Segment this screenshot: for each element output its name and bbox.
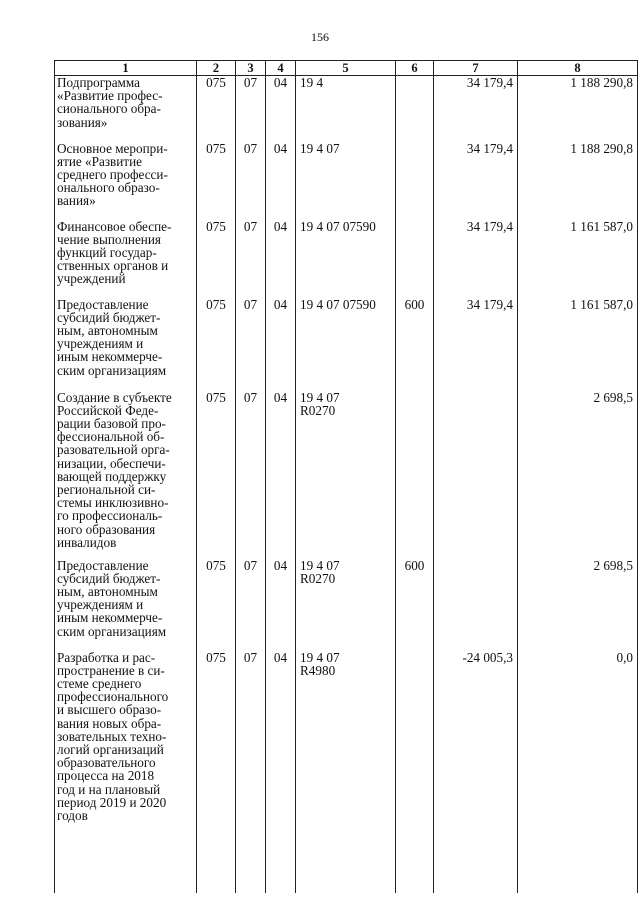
- table-filler-row: [55, 861, 638, 893]
- amount-total-cell: 1 188 290,8: [518, 142, 638, 220]
- row-name-line: Основное меропри-: [57, 140, 168, 156]
- amount-total-cell: 1 161 587,0: [518, 298, 638, 391]
- header-row: [55, 61, 638, 76]
- target-article-cell: [296, 559, 396, 651]
- empty-cell: [266, 861, 296, 893]
- target-article-line: 19 4 07 07590: [300, 296, 376, 312]
- row-name-line: период 2019 и 2020: [57, 794, 167, 810]
- row-name-line: разовательной орга-: [57, 442, 170, 458]
- row-name-line: профессионального: [57, 689, 169, 705]
- row-name-line: учреждений: [57, 271, 126, 287]
- target-article-line: R0270: [300, 570, 336, 586]
- amount-change-cell: 34 179,4: [434, 220, 518, 298]
- empty-cell: [396, 861, 434, 893]
- row-name-line: Подпрограмма: [57, 75, 141, 90]
- row-name-line: вающей поддержку: [57, 468, 167, 484]
- ministry-code-cell: 075: [197, 76, 236, 142]
- column-header: 2: [197, 61, 236, 76]
- section-code-cell: 07: [236, 391, 266, 559]
- amount-change-cell: 34 179,4: [434, 298, 518, 391]
- amount-change-cell: -24 005,3: [434, 651, 518, 861]
- row-name-line: зования»: [57, 114, 108, 130]
- row-name-line: низации, обеспечи-: [57, 455, 166, 471]
- ministry-code-cell: 075: [197, 391, 236, 559]
- target-article-cell: [296, 142, 396, 220]
- row-name-cell: [55, 298, 197, 391]
- subsection-code-cell: 04: [266, 220, 296, 298]
- row-name-line: процесса на 2018: [57, 768, 155, 784]
- row-name-line: го профессиональ-: [57, 508, 163, 524]
- column-header: 8: [518, 61, 638, 76]
- expense-type-cell: [396, 651, 434, 861]
- amount-change-cell: 34 179,4: [434, 142, 518, 220]
- row-name-line: Предоставление: [57, 557, 149, 573]
- row-name-cell: [55, 651, 197, 861]
- section-code-cell: 07: [236, 651, 266, 861]
- row-name-line: ного образования: [57, 521, 156, 537]
- target-article-cell: [296, 651, 396, 861]
- row-name-line: субсидий бюджет-: [57, 570, 161, 586]
- target-article-line: 19 4 07: [300, 557, 340, 573]
- row-name-line: образовательного: [57, 755, 156, 771]
- section-code-cell: 07: [236, 76, 266, 142]
- subsection-code-cell: 04: [266, 391, 296, 559]
- expense-type-cell: 600: [396, 298, 434, 391]
- row-name-cell: [55, 76, 197, 142]
- row-name-line: региональной си-: [57, 481, 156, 497]
- ministry-code-cell: 075: [197, 651, 236, 861]
- expense-type-cell: [396, 142, 434, 220]
- column-header: 1: [55, 61, 197, 76]
- row-name-line: ным, автономным: [57, 322, 158, 338]
- row-name-line: онального образо-: [57, 180, 160, 196]
- row-name-line: зовательных техно-: [57, 728, 167, 744]
- row-name-line: субсидий бюджет-: [57, 309, 161, 325]
- target-article-line: 19 4 07: [300, 649, 340, 665]
- expense-type-cell: 600: [396, 559, 434, 651]
- row-name-line: фессиональной об-: [57, 429, 165, 445]
- table-row: [55, 559, 638, 651]
- target-article-cell: [296, 76, 396, 142]
- amount-change-cell: [434, 559, 518, 651]
- row-name-line: и высшего образо-: [57, 702, 162, 718]
- row-name-line: годов: [57, 807, 88, 823]
- table-row: [55, 76, 638, 142]
- section-code-cell: 07: [236, 220, 266, 298]
- subsection-code-cell: 04: [266, 298, 296, 391]
- amount-change-cell: [434, 391, 518, 559]
- row-name-cell: [55, 559, 197, 651]
- table-row: [55, 651, 638, 861]
- expense-type-cell: [396, 220, 434, 298]
- amount-total-cell: 1 188 290,8: [518, 76, 638, 142]
- row-name-line: Предоставление: [57, 296, 149, 312]
- row-name-cell: [55, 391, 197, 559]
- ministry-code-cell: 075: [197, 220, 236, 298]
- row-name-line: учреждениям и: [57, 336, 144, 352]
- empty-cell: [236, 861, 266, 893]
- ministry-code-cell: 075: [197, 142, 236, 220]
- row-name-line: «Развитие профес-: [57, 88, 163, 104]
- row-name-line: Разработка и рас-: [57, 649, 156, 665]
- row-name-line: среднего професси-: [57, 166, 168, 182]
- row-name-line: вания»: [57, 193, 96, 209]
- row-name-line: стемы инклюзивно-: [57, 495, 169, 511]
- empty-cell: [55, 861, 197, 893]
- amount-total-cell: 2 698,5: [518, 391, 638, 559]
- row-name-line: ским организациям: [57, 623, 167, 639]
- row-name-line: ским организациям: [57, 362, 167, 378]
- table-row: [55, 391, 638, 559]
- target-article-cell: [296, 391, 396, 559]
- row-name-line: ным, автономным: [57, 583, 158, 599]
- row-name-line: учреждениям и: [57, 597, 144, 613]
- empty-cell: [434, 861, 518, 893]
- target-article-cell: [296, 298, 396, 391]
- table-row: [55, 142, 638, 220]
- row-name-line: пространение в си-: [57, 662, 165, 678]
- row-name-line: функций государ-: [57, 244, 157, 260]
- row-name-line: год и на плановый: [57, 781, 161, 797]
- subsection-code-cell: 04: [266, 76, 296, 142]
- table-row: [55, 298, 638, 391]
- ministry-code-cell: 075: [197, 559, 236, 651]
- section-code-cell: 07: [236, 559, 266, 651]
- row-name-line: рации базовой про-: [57, 415, 166, 431]
- budget-table: [54, 60, 638, 893]
- column-header: 5: [296, 61, 396, 76]
- column-header: 7: [434, 61, 518, 76]
- column-header: 6: [396, 61, 434, 76]
- row-name-line: иным некоммерче-: [57, 610, 163, 626]
- target-article-line: 19 4 07 07590: [300, 218, 376, 234]
- subsection-code-cell: 04: [266, 142, 296, 220]
- amount-change-cell: 34 179,4: [434, 76, 518, 142]
- row-name-line: Российской Феде-: [57, 402, 159, 418]
- target-article-line: R4980: [300, 662, 336, 678]
- empty-cell: [518, 861, 638, 893]
- target-article-cell: [296, 220, 396, 298]
- page-number: 156: [311, 30, 329, 44]
- target-article-line: 19 4 07: [300, 140, 340, 156]
- row-name-line: вания новых обра-: [57, 715, 162, 731]
- row-name-line: инвалидов: [57, 534, 117, 550]
- target-article-line: 19 4 07: [300, 389, 340, 405]
- row-name-line: Создание в субъекте: [57, 389, 172, 405]
- ministry-code-cell: 075: [197, 298, 236, 391]
- row-name-line: Финансовое обеспе-: [57, 218, 172, 234]
- expense-type-cell: [396, 76, 434, 142]
- column-header: 4: [266, 61, 296, 76]
- target-article-line: R0270: [300, 402, 336, 418]
- expense-type-cell: [396, 391, 434, 559]
- row-name-line: логий организаций: [57, 741, 164, 757]
- row-name-cell: [55, 220, 197, 298]
- row-name-line: сионального обра-: [57, 101, 161, 117]
- amount-total-cell: 2 698,5: [518, 559, 638, 651]
- row-name-cell: [55, 142, 197, 220]
- row-name-line: ятие «Развитие: [57, 153, 142, 169]
- amount-total-cell: 1 161 587,0: [518, 220, 638, 298]
- row-name-line: чение выполнения: [57, 231, 161, 247]
- empty-cell: [296, 861, 396, 893]
- subsection-code-cell: 04: [266, 651, 296, 861]
- column-header: 3: [236, 61, 266, 76]
- row-name-line: иным некоммерче-: [57, 349, 163, 365]
- target-article-line: 19 4: [300, 75, 324, 90]
- subsection-code-cell: 04: [266, 559, 296, 651]
- empty-cell: [197, 861, 236, 893]
- section-code-cell: 07: [236, 142, 266, 220]
- amount-total-cell: 0,0: [518, 651, 638, 861]
- row-name-line: ственных органов и: [57, 258, 169, 274]
- row-name-line: стеме среднего: [57, 675, 142, 691]
- section-code-cell: 07: [236, 298, 266, 391]
- table-row: [55, 220, 638, 298]
